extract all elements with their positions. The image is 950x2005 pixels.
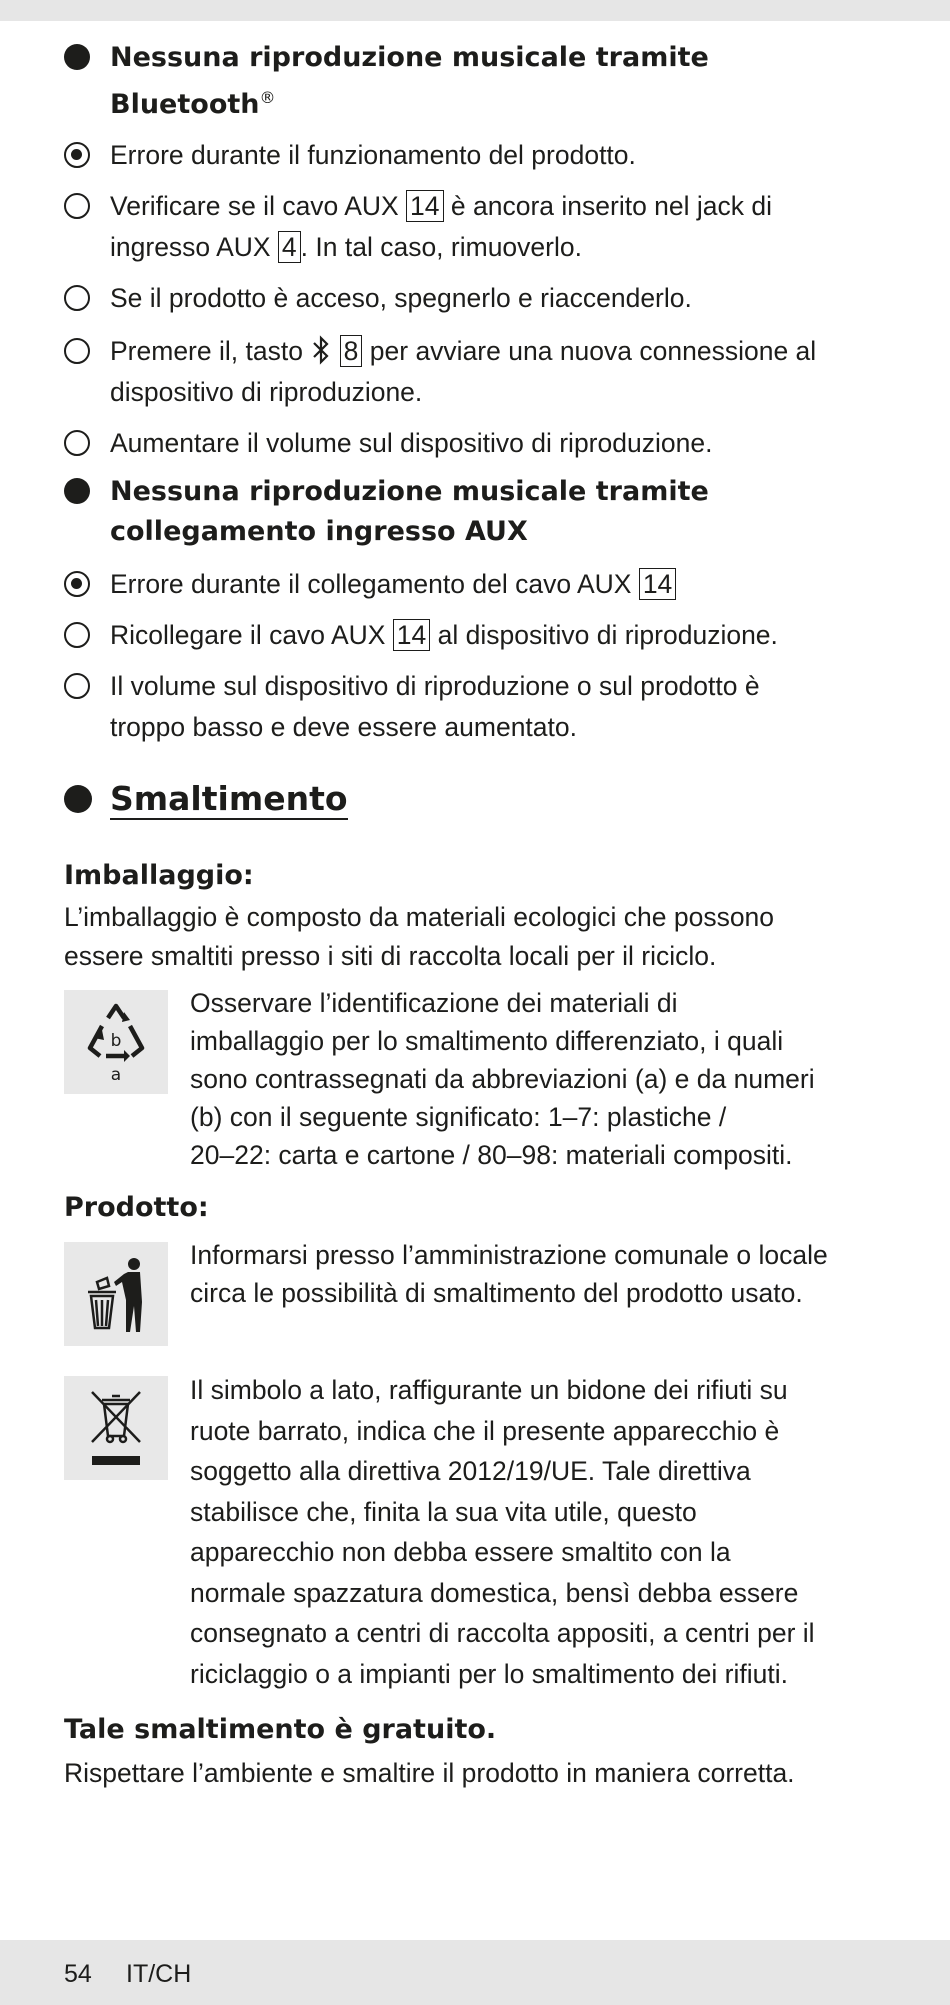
svg-text:a: a: [110, 1065, 122, 1085]
filled-bullet-icon: [64, 785, 92, 813]
filled-bullet-icon: [64, 44, 90, 70]
open-bullet-icon: [64, 285, 90, 311]
cause-aux: Errore durante il collegamento del cavo AUX 14: [64, 564, 894, 605]
svg-text:b: b: [110, 1031, 122, 1051]
fix-check-aux-cable: Verificare se il cavo AUX 14 è ancora inserito nel jack di ingresso AUX 4 . In tal caso, rimuoverlo.: [64, 186, 894, 268]
open-bullet-icon: [64, 430, 90, 456]
open-bullet-icon: [64, 193, 90, 219]
page-number: 54: [64, 1960, 92, 1988]
part-number-8: 8: [340, 335, 363, 367]
heading-no-aux-music: Nessuna riproduzione musicale tramite collegamento ingresso AUX: [64, 472, 894, 552]
product-disposal-info: Informarsi presso l’amministrazione comunale o locale circa le possibilità di smaltimento del prodotto usato.: [64, 1236, 894, 1354]
part-number-14: 14: [393, 619, 430, 651]
locale-code: IT/CH: [126, 1960, 192, 1988]
cause-bullet-icon: [64, 571, 90, 597]
open-bullet-icon: [64, 673, 90, 699]
part-number-14: 14: [406, 190, 443, 222]
weee-info: Il simbolo a lato, raffigurante un bidone dei rifiuti su ruote barrato, indica che il presente apparecchio è soggetto alla direttiva 2012/19/UE. Tale direttiva stabilisce che, finita la sua vita utile, questo apparecchio non debba essere smaltito con la normale spazzatura domestica, bensì debba essere consegnato a centri di raccolta appositi, a centri per il riciclaggio o a impianti per lo smaltimento dei rifiuti.: [64, 1370, 894, 1694]
cause-bluetooth: Errore durante il funzionamento del prodotto.: [64, 135, 894, 176]
cause-bullet-icon: [64, 142, 90, 168]
fix-reconnect-aux: Ricollegare il cavo AUX 14 al dispositivo di riproduzione.: [64, 615, 894, 656]
open-bullet-icon: [64, 622, 90, 648]
fix-volume-too-low: Il volume sul dispositivo di riproduzione o sul prodotto è troppo basso e deve essere aumentato.: [64, 666, 894, 748]
crossed-bin-icon: [64, 1376, 168, 1480]
fix-increase-volume: Aumentare il volume sul dispositivo di riproduzione.: [64, 423, 894, 464]
part-number-14: 14: [639, 568, 676, 600]
fix-restart-product: Se il prodotto è acceso, spegnerlo e riaccenderlo.: [64, 278, 894, 319]
filled-bullet-icon: [64, 478, 90, 504]
top-band: [0, 0, 950, 21]
page-footer: [0, 1940, 950, 2005]
heading-no-bluetooth-music: Nessuna riproduzione musicale tramite Bluetooth®: [64, 38, 894, 125]
closing-text: Rispettare l’ambiente e smaltire il prodotto in maniera corretta.: [64, 1758, 795, 1788]
packaging-heading: Imballaggio:: [64, 860, 254, 891]
manual-page: [64, 38, 894, 1793]
open-bullet-icon: [64, 338, 90, 364]
bluetooth-icon: [310, 335, 332, 365]
part-number-4: 4: [278, 231, 301, 263]
packaging-text: L’imballaggio è composto da materiali ecologici che possono essere smaltiti presso i siti di raccolta locali per il riciclo.: [64, 902, 775, 971]
section-title: Smaltimento: [64, 776, 894, 822]
product-heading: Prodotto:: [64, 1192, 209, 1223]
fix-press-bluetooth-button: Premere il, tasto 8 per avviare una nuova connessione al dispositivo di riproduzione.: [64, 331, 894, 413]
bin-person-icon: [64, 1242, 168, 1346]
recycling-info: b a Osservare l’identificazione dei materiali di imballaggio per lo smaltimento differenziato, i quali sono contrassegnati da abbreviazioni (a) e da numeri (b) con il seguente significato: 1–7: plastiche / 20–22: carta e cartone / 80–98: materiali compositi.: [64, 984, 894, 1174]
free-disposal-heading: Tale smaltimento è gratuito.: [64, 1714, 497, 1745]
recycling-icon: [64, 990, 168, 1094]
